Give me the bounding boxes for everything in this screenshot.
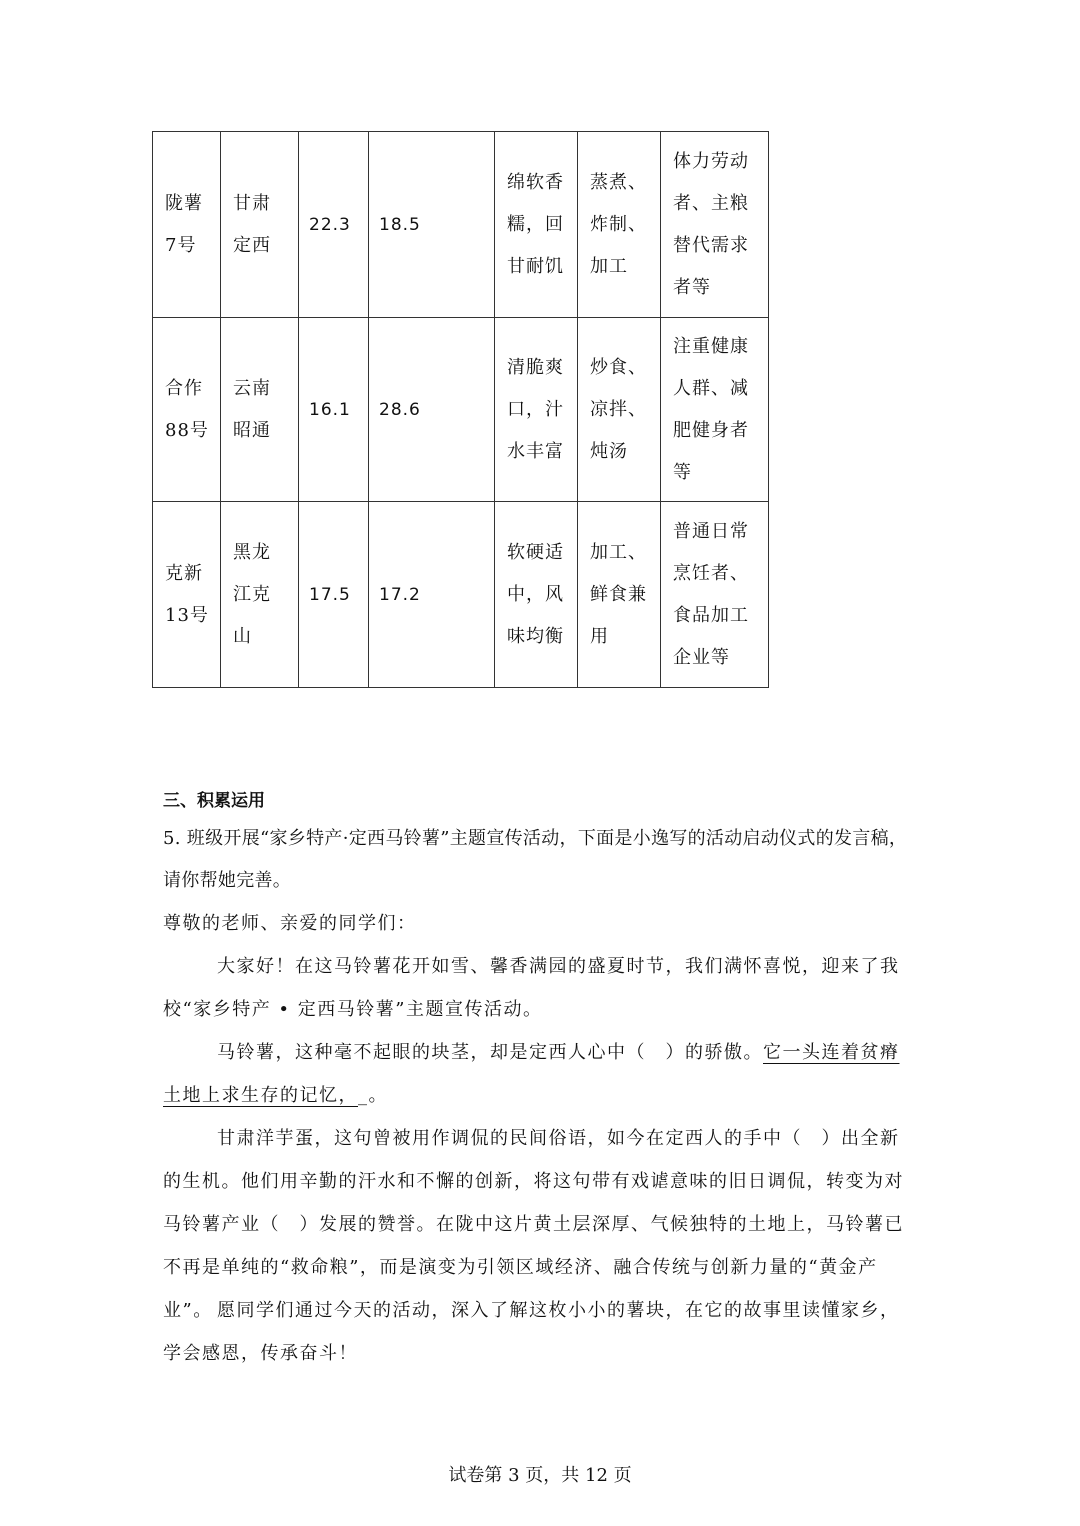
cell-origin-line: 定西	[233, 234, 271, 256]
cell-variety-name	[153, 502, 221, 688]
cell-audience-line: 等	[673, 461, 692, 483]
cell-value-1: 17.5	[299, 502, 369, 688]
p2-text: 马铃薯，这种毫不起眼的块茎，却是定西人心中（ ）的骄傲。	[217, 1042, 763, 1063]
cell-taste-line: 中，风	[507, 583, 564, 605]
cell-taste-line: 软硬适	[507, 541, 564, 563]
section-title: 三、积累运用	[163, 791, 265, 811]
cell-cooking-line: 炖汤	[590, 440, 628, 462]
cell-origin-line: 昭通	[233, 419, 271, 441]
cell-origin-line: 江克	[233, 583, 271, 605]
question-stem-line-2: 请你帮她完善。	[163, 870, 292, 891]
cell-cooking-line: 凉拌、	[590, 398, 647, 420]
cell-origin-line: 云南	[233, 377, 271, 399]
cell-audience-line: 者、主粮	[673, 192, 749, 214]
p2-underlined-sentence: 它一头连着贫瘠土地上求生存的记忆，	[163, 1042, 900, 1106]
cell-cooking-line: 用	[590, 625, 609, 647]
cell-variety-name-line: 陇薯	[165, 192, 203, 214]
cell-variety-name-line: 克新	[165, 562, 203, 584]
cell-taste-line: 水丰富	[507, 440, 564, 462]
cell-audience	[661, 132, 769, 318]
cell-origin-line: 黑龙	[233, 541, 271, 563]
speech-paragraph-4: 愿同学们通过今天的活动，深入了解这枚小小的薯块，在它的故事里读懂家乡，学会感恩，传承奋斗！	[163, 1300, 900, 1364]
cell-cooking-line: 蒸煮、	[590, 171, 647, 193]
speech-paragraph-3: 甘肃洋芋蛋，这句曾被用作调侃的民间俗语，如今在定西人的手中（ ）出全新的生机。他们用辛勤的汗水和不懈的创新，将这句带有戏谑意味的旧日调侃，转变为对马铃薯产业（ ）发展的赞誉。在陇中这片黄土层深厚、气候独特的土地上，马铃薯已不再是单纯的“救命粮”，而是演变为引领区域经济、融合传统与创新力量的“黄金产业”。	[163, 1128, 904, 1321]
question-stem-line-1: 5. 班级开展“家乡特产·定西马铃薯”主题宣传活动，下面是小逸写的活动启动仪式的发言稿，	[163, 828, 908, 849]
cell-origin	[221, 502, 299, 688]
cell-taste	[495, 132, 578, 318]
cell-taste-line: 口，汁	[507, 398, 564, 420]
cell-cooking-line: 炒食、	[590, 356, 647, 378]
cell-audience-line: 注重健康	[673, 335, 749, 357]
cell-taste-line: 绵软香	[507, 171, 564, 193]
cell-origin	[221, 132, 299, 318]
answer-blank: _	[358, 1085, 369, 1106]
cell-audience	[661, 502, 769, 688]
table-row	[153, 132, 769, 318]
cell-taste-line: 甘耐饥	[507, 255, 564, 277]
cell-audience-line: 体力劳动	[673, 150, 749, 172]
cell-audience-line: 企业等	[673, 646, 730, 668]
cell-audience-line: 替代需求	[673, 234, 749, 256]
cell-audience-line: 食品加工	[673, 604, 749, 626]
cell-taste-line: 清脆爽	[507, 356, 564, 378]
cell-audience-line: 人群、减	[673, 377, 749, 399]
cell-value-1: 22.3	[299, 132, 369, 318]
speech-paragraph-2	[163, 1031, 918, 1117]
speech-paragraph-1: 大家好！在这马铃薯花开如雪、馨香满园的盛夏时节，我们满怀喜悦，迎来了我校“家乡特产 • 定西马铃薯”主题宣传活动。	[163, 956, 900, 1020]
table-row	[153, 318, 769, 502]
cell-value-2: 18.5	[369, 132, 495, 318]
cell-origin-line: 山	[233, 625, 252, 647]
cell-cooking	[578, 502, 661, 688]
cell-cooking-line: 加工、	[590, 541, 647, 563]
table-row	[153, 502, 769, 688]
cell-value-2: 28.6	[369, 318, 495, 502]
cell-variety-name-line: 合作	[165, 377, 203, 399]
cell-audience	[661, 318, 769, 502]
cell-audience-line: 普通日常	[673, 520, 749, 542]
cell-variety-name-line: 7号	[165, 234, 197, 256]
cell-origin	[221, 318, 299, 502]
cell-variety-name	[153, 318, 221, 502]
cell-audience-line: 烹饪者、	[673, 562, 749, 584]
cell-audience-line: 者等	[673, 276, 711, 298]
cell-origin-line: 甘肃	[233, 192, 271, 214]
cell-taste	[495, 502, 578, 688]
cell-cooking-line: 鲜食兼	[590, 583, 647, 605]
cell-cooking	[578, 132, 661, 318]
cell-cooking-line: 加工	[590, 255, 628, 277]
cell-cooking	[578, 318, 661, 502]
question-stem	[163, 818, 923, 902]
cell-value-1: 16.1	[299, 318, 369, 502]
cell-taste	[495, 318, 578, 502]
page-footer: 试卷第 3 页，共 12 页	[448, 1465, 632, 1486]
speech-greeting: 尊敬的老师、亲爱的同学们：	[163, 913, 417, 934]
cell-taste-line: 糯，回	[507, 213, 564, 235]
p2-end: 。	[368, 1085, 388, 1106]
cell-variety-name	[153, 132, 221, 318]
cell-variety-name-line: 13号	[165, 604, 209, 626]
cell-variety-name-line: 88号	[165, 419, 209, 441]
cell-cooking-line: 炸制、	[590, 213, 647, 235]
cell-value-2: 17.2	[369, 502, 495, 688]
cell-taste-line: 味均衡	[507, 625, 564, 647]
cell-audience-line: 肥健身者	[673, 419, 749, 441]
potato-variety-table	[152, 131, 769, 688]
